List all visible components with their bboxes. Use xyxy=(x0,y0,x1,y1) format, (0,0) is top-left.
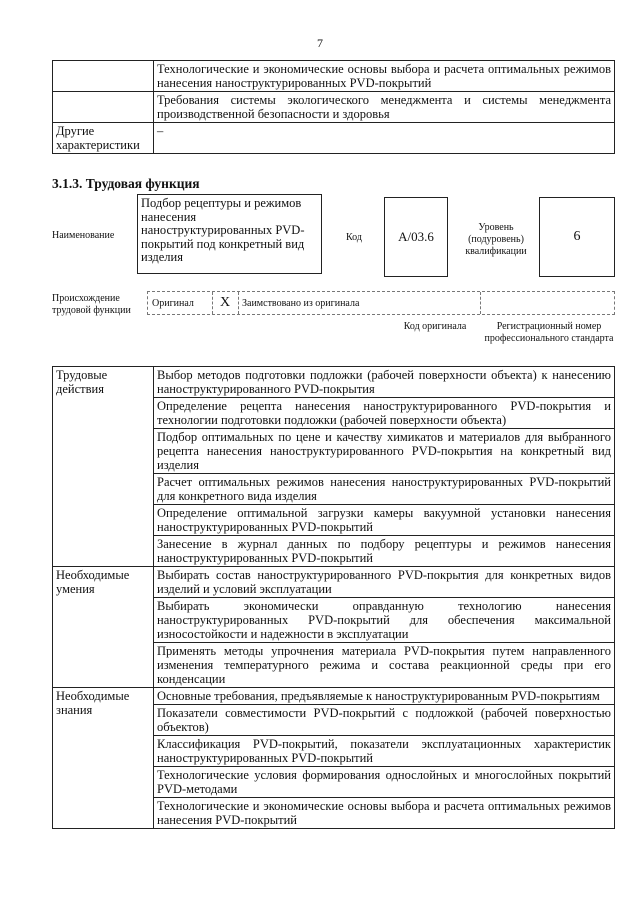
original-label: Оригинал xyxy=(152,297,194,309)
function-details-table xyxy=(52,366,615,829)
table-row xyxy=(53,61,615,92)
table-cell: Применять методы упрочнения материала PVD-покрытия путем направленного изменения температурного режима и состава реакционной среды при его конденсации xyxy=(154,643,615,688)
table-cell: Технологические условия формирования однослойных и многослойных покрытий PVD-методами xyxy=(154,767,615,798)
table-row xyxy=(53,688,615,705)
table-cell: Технологические и экономические основы выбора и расчета оптимальных режимов нанесения PVD-покрытий xyxy=(154,798,615,829)
table-cell: Основные требования, предъявляемые к наноструктурированным PVD-покрытиям xyxy=(154,688,615,705)
origin-row xyxy=(147,291,615,315)
level-label: Уровень (подуровень) квалификации xyxy=(465,222,527,257)
qualification-level-box xyxy=(539,197,615,277)
group-label-knowledge: Необходимые знания xyxy=(53,688,154,829)
reg-number-caption: Регистрационный номер профессионального стандарта xyxy=(484,321,614,344)
table-row xyxy=(53,123,615,154)
table-cell: Расчет оптимальных режимов нанесения наноструктурированных PVD-покрытий для конкретного вида изделия xyxy=(154,474,615,505)
row-label xyxy=(53,61,154,92)
table-cell: Занесение в журнал данных по подбору рецептуры и режимов нанесения наноструктурированных PVD-покрытий xyxy=(154,536,615,567)
function-name-box: Подбор рецептуры и режимов нанесения наноструктурированных PVD-покрытий под конкретный вид изделия xyxy=(137,194,322,274)
table-cell: Выбор методов подготовки подложки (рабочей поверхности объекта) к нанесению наноструктурированного PVD-покрытия xyxy=(154,367,615,398)
top-characteristics-table xyxy=(52,60,615,154)
row-text: – xyxy=(154,123,615,154)
qualification-level-value: 6 xyxy=(573,229,581,244)
table-row xyxy=(53,367,615,398)
table-cell: Выбирать экономически оправданную технологию нанесения наноструктурированных PVD-покрытий для обеспечения максимальной износостойкости и надежности в эксплуатации xyxy=(154,598,615,643)
name-label: Наименование xyxy=(52,230,115,241)
row-label xyxy=(53,92,154,123)
table-cell: Показатели совместимости PVD-покрытий с подложкой (рабочей поверхностью объектов) xyxy=(154,705,615,736)
group-label-actions: Трудовые действия xyxy=(53,367,154,567)
page-number: 7 xyxy=(317,36,323,50)
row-label: Другие характеристики xyxy=(53,123,154,154)
function-code-box xyxy=(384,197,448,277)
table-cell: Определение оптимальной загрузки камеры вакуумной установки нанесения наноструктурированных PVD-покрытий xyxy=(154,505,615,536)
table-row xyxy=(53,92,615,123)
table-row xyxy=(53,567,615,598)
table-cell: Классификация PVD-покрытий, показатели эксплуатационных характеристик наноструктурированных PVD-покрытий xyxy=(154,736,615,767)
section-title: 3.1.3. Трудовая функция xyxy=(52,176,200,191)
row-text: Технологические и экономические основы выбора и расчета оптимальных режимов нанесения наноструктурированных PVD-покрытий xyxy=(154,61,615,92)
row-text: Требования системы экологического менеджмента и системы менеджмента производственной безопасности и здоровья xyxy=(154,92,615,123)
original-code-caption: Код оригинала xyxy=(403,321,467,332)
table-cell: Определение рецепта нанесения наноструктурированного PVD-покрытия и технологии подготовки подложки (рабочей поверхности объекта) xyxy=(154,398,615,429)
table-cell: Подбор оптимальных по цене и качеству химикатов и материалов для выбранного рецепта нанесения наноструктурированного PVD-покрытия на конкретный вид изделия xyxy=(154,429,615,474)
borrowed-label: Заимствовано из оригинала xyxy=(242,297,360,309)
group-label-skills: Необходимые умения xyxy=(53,567,154,688)
code-label: Код xyxy=(346,232,362,243)
origin-label: Происхождение трудовой функции xyxy=(52,293,131,316)
original-mark: X xyxy=(219,295,231,310)
function-code-value: А/03.6 xyxy=(398,229,434,244)
table-cell: Выбирать состав наноструктурированного PVD-покрытия для конкретных видов изделий и условий эксплуатации xyxy=(154,567,615,598)
